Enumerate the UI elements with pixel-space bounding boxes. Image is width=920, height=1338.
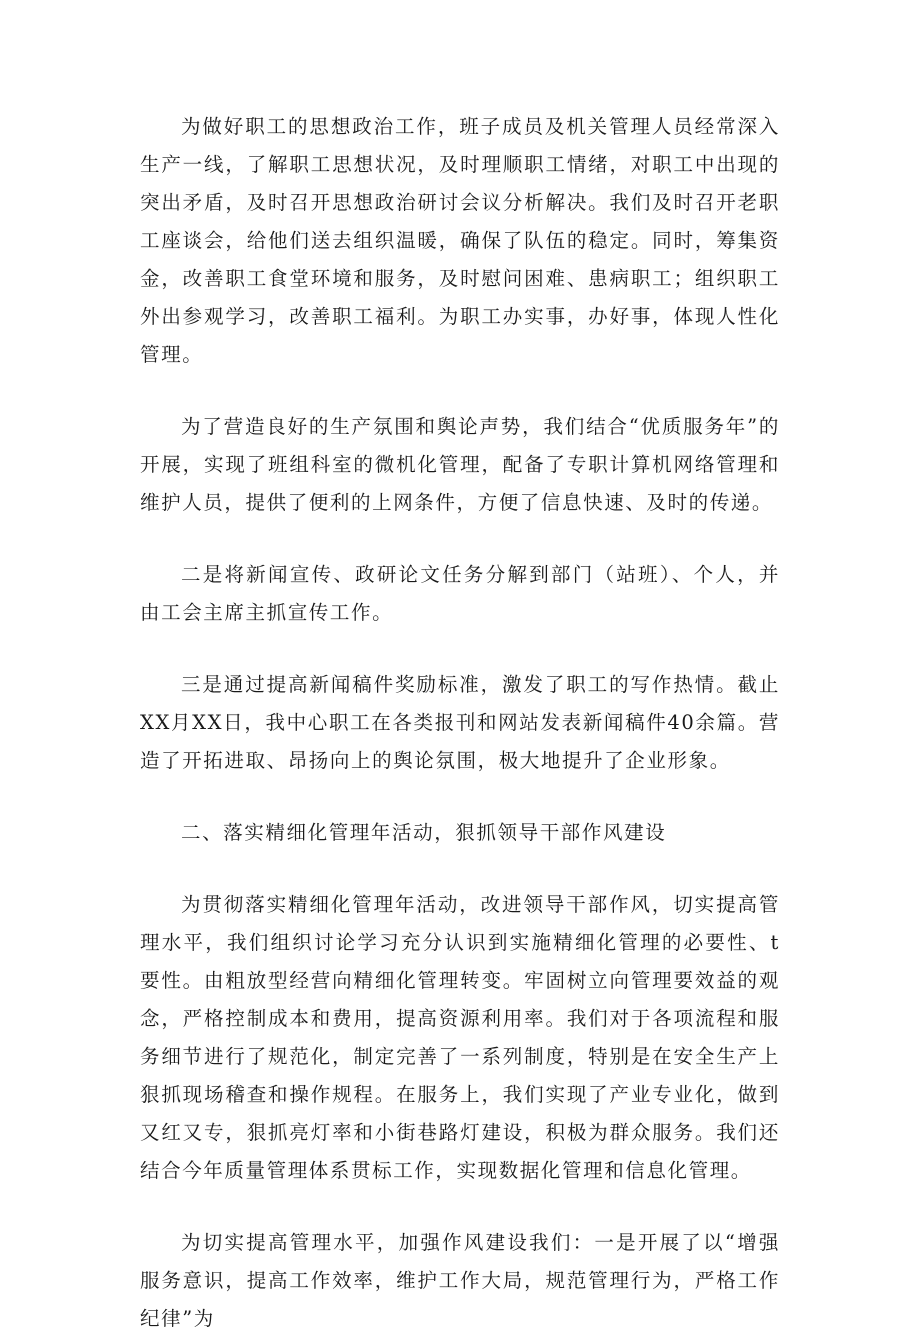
paragraph-news-tasks: 二是将新闻宣传、政研论文任务分解到部门（站班）、个人，并由工会主席主抓宣传工作。 (140, 563, 780, 624)
paragraph-news-rewards: 三是通过提高新闻稿件奖励标准，激发了职工的写作热情。截止XX月XX日，我中心职工在各类报刊和网站发表新闻稿件40余篇。营造了开拓进取、昂扬向上的舆论氛围，极大地提升了企业形象。 (140, 673, 780, 772)
document-page (140, 108, 780, 1338)
paragraph-political-work: 为做好职工的思想政治工作，班子成员及机关管理人员经常深入生产一线，了解职工思想状况，及时理顺职工情绪，对职工中出现的突出矛盾，及时召开思想政治研讨会议分析解决。我们及时召开老职工座谈会，给他们送去组织温暖，确保了队伍的稳定。同时，筹集资金，改善职工食堂环境和服务，及时慰问困难、患病职工；组织职工外出参观学习，改善职工福利。为职工办实事，办好事，体现人性化管理。 (140, 115, 780, 366)
paragraph-public-opinion: 为了营造良好的生产氛围和舆论声势，我们结合“优质服务年”的开展，实现了班组科室的微机化管理，配备了专职计算机网络管理和维护人员，提供了便利的上网条件，方便了信息快速、及时的传递。 (140, 415, 780, 514)
paragraph-work-style: 为切实提高管理水平，加强作风建设我们：一是开展了以“增强服务意识，提高工作效率，维护工作大局，规范管理行为，严格工作纪律”为 (140, 1231, 780, 1330)
paragraph-refined-management: 为贯彻落实精细化管理年活动，改进领导干部作风，切实提高管理水平，我们组织讨论学习充分认识到实施精细化管理的必要性、t要性。由粗放型经营向精细化管理转变。牢固树立向管理要效益的观念，严格控制成本和费用，提高资源利用率。我们对于各项流程和服务细节进行了规范化，制定完善了一系列制度，特别是在安全生产上狠抓现场稽查和操作规程。在服务上，我们实现了产业专业化，做到又红又专，狠抓亮灯率和小街巷路灯建设，积极为群众服务。我们还结合今年质量管理体系贯标工作，实现数据化管理和信息化管理。 (140, 893, 780, 1182)
section-heading-refined-management: 二、落实精细化管理年活动，狠抓领导干部作风建设 (181, 821, 667, 844)
